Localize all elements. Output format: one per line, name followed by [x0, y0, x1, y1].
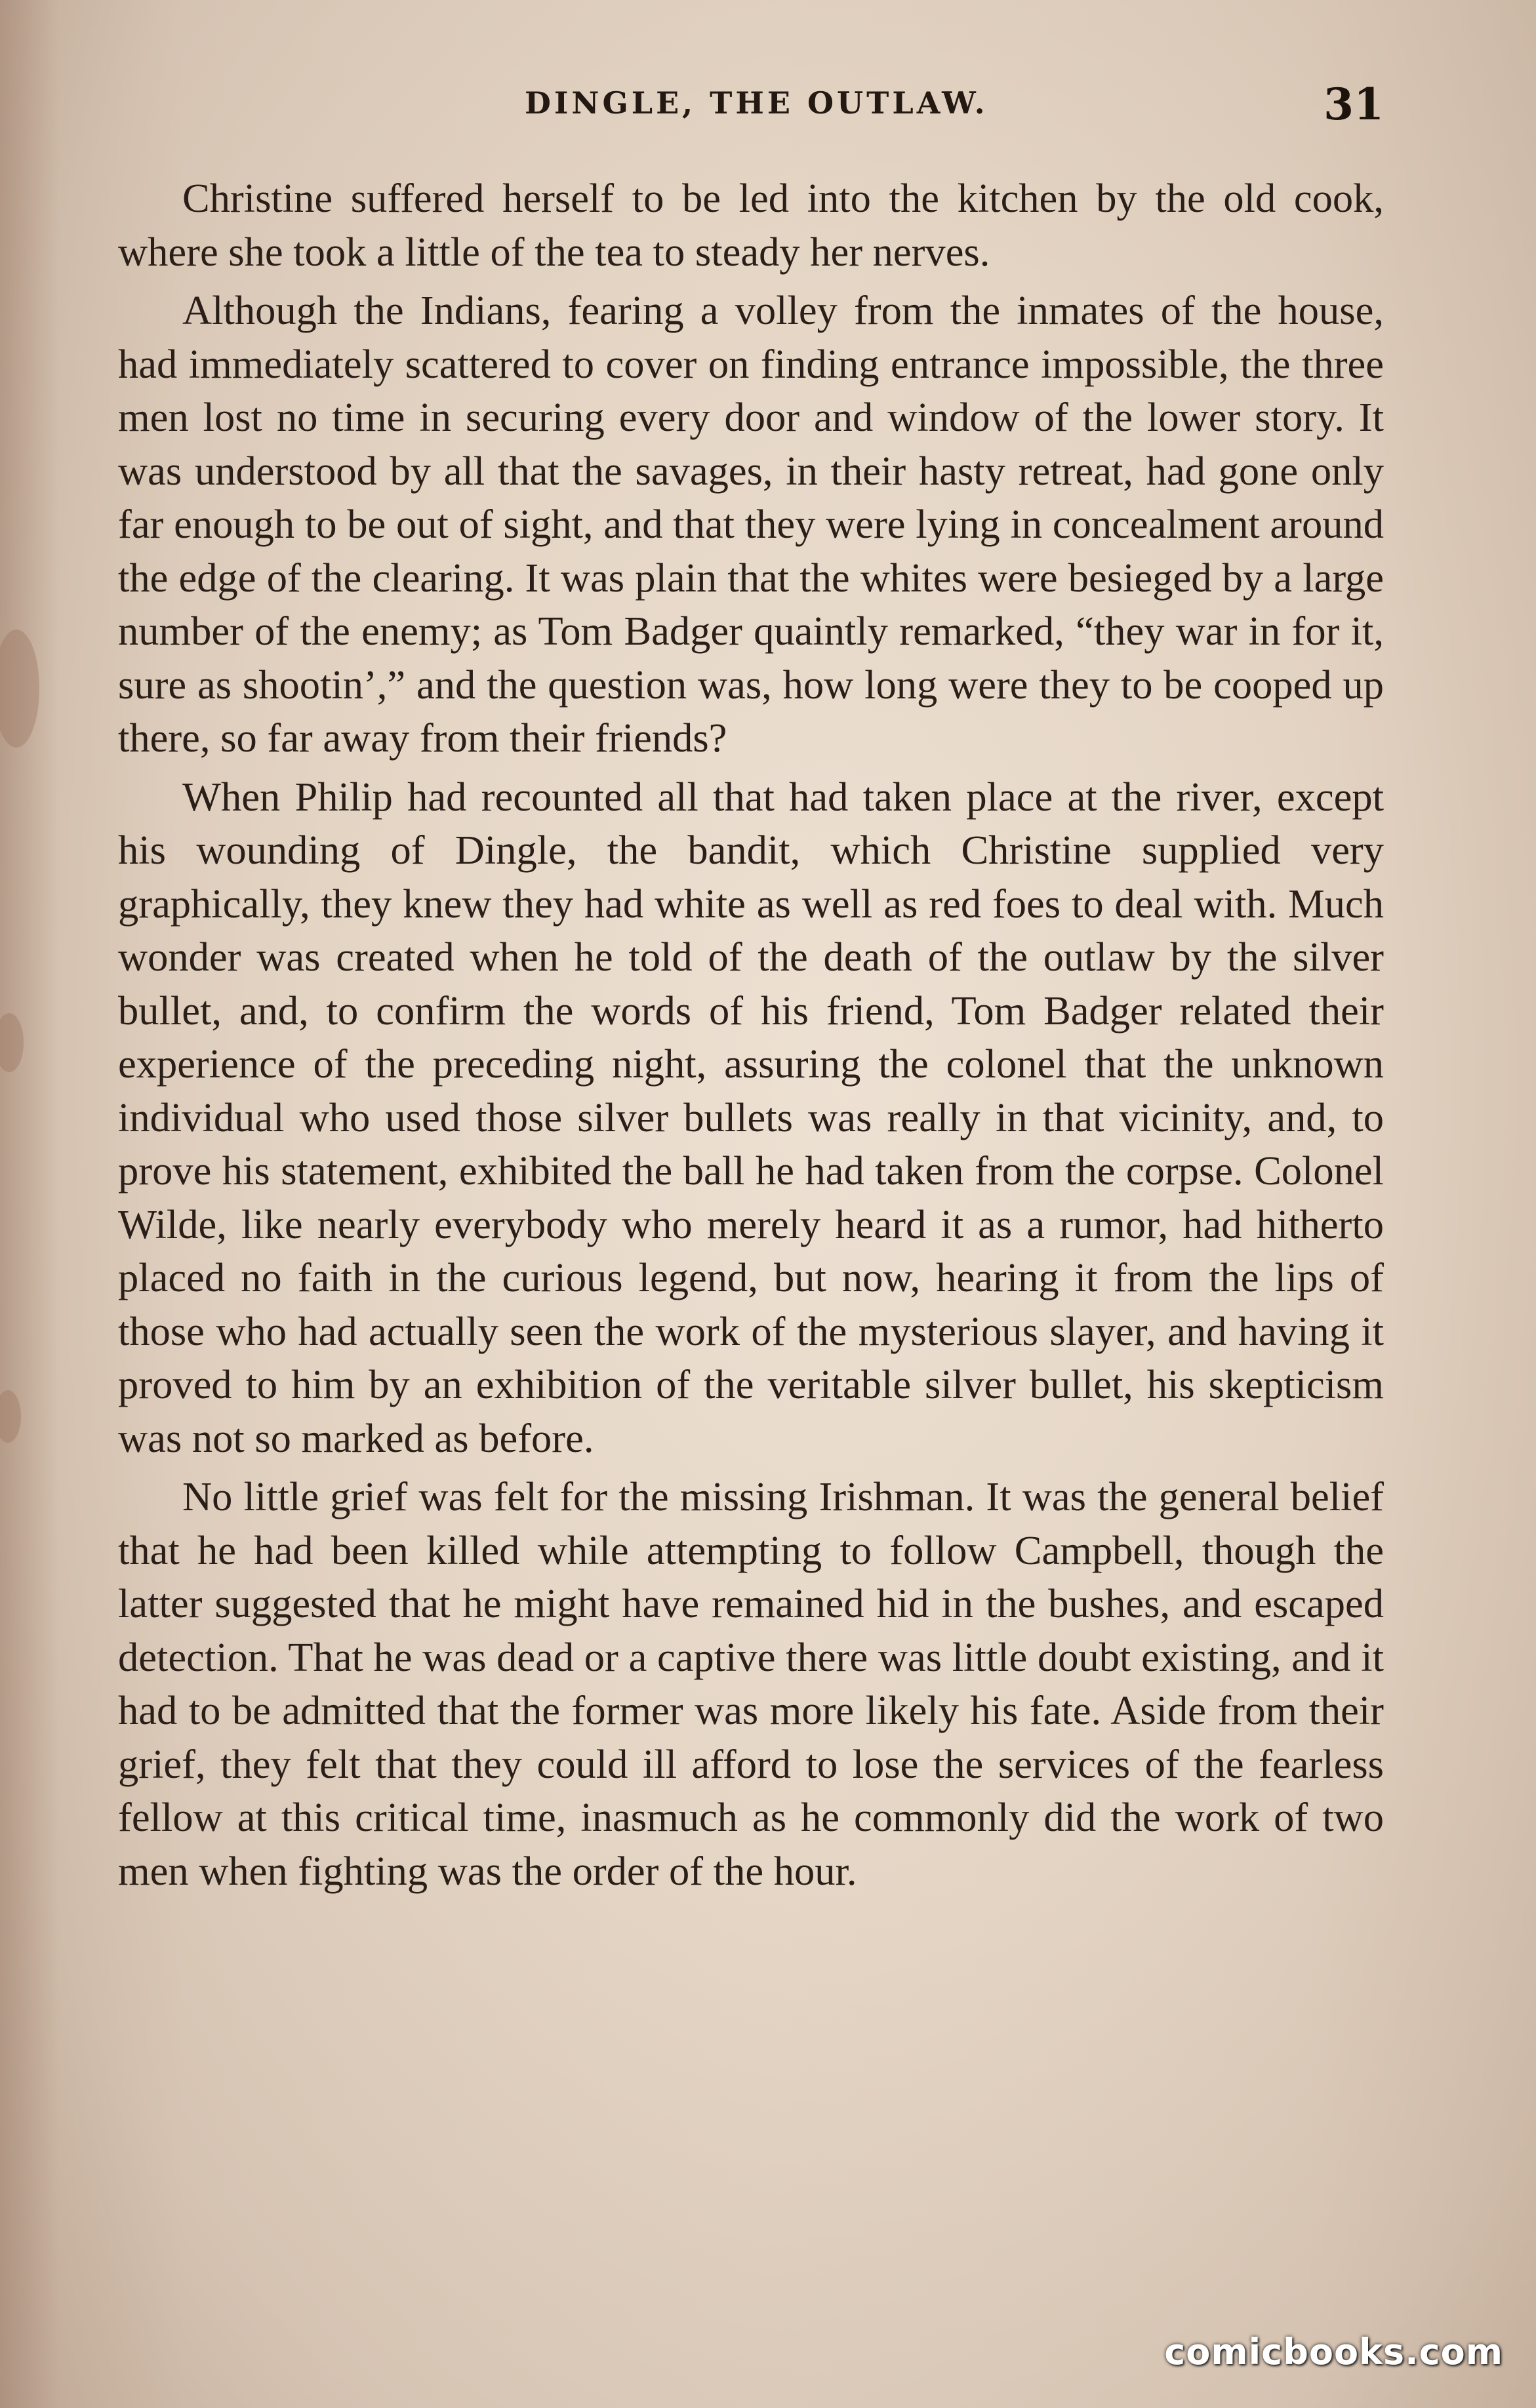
paragraph: Christine suffered herself to be led into the kitchen by the old cook, where she took a little of the tea to steady her nerves. — [118, 175, 1384, 275]
page-left-edge-shadow — [0, 0, 59, 2408]
page-number: 31 — [1324, 79, 1384, 130]
paragraph: No little grief was felt for the missing Irishman. It was the general belief that he had been killed while attempting to follow Campbell, though the latter suggested that he might have remained hid in the bushes, and escaped detection. That he was dead or a captive there was little doubt existing, and it had to be admitted that the former was more likely his fate. Aside from their grief, they felt that they could ill afford to lose the services of the fearless fellow at this critical time, inasmuch as he commonly did the work of two men when fighting was the order of the hour. — [118, 1474, 1384, 1894]
watermark: comicbooks.com — [1164, 2331, 1503, 2373]
paragraph: Although the Indians, fearing a volley from the inmates of the house, had immediately scattered to cover on finding entrance impossible, the three men lost no time in securing every door and window of the lower story. It was understood by all that the savages, in their hasty retreat, had gone only far enough to be out of sight, and that they were lying in concealment around the edge of the clearing. It was plain that the whites were besieged by a large number of the enemy; as Tom Badger quaintly remarked, “they war in for it, sure as shootin’,” and the question was, how long were they to be cooped up there, so far away from their friends? — [118, 287, 1384, 761]
paragraph: When Philip had recounted all that had taken place at the river, except his wounding of Dingle, the bandit, which Christine supplied very graphically, they knew they had white as well as red foes to deal with. Much wonder was created when he told of the death of the outlaw by the silver bullet, and, to confirm the words of his friend, Tom Badger related their experience of the preceding night, assuring the colonel that the unknown individual who used those silver bullets was really in that vicinity, and, to prove his statement, exhibited the ball he had taken from the corpse. Colonel Wilde, like nearly everybody who merely heard it as a rumor, had hitherto placed no faith in the curious legend, but now, hearing it from the lips of those who had actually seen the work of the mysterious slayer, and having it proved to him by an exhibition of the veritable silver bullet, his skepticism was not so marked as before. — [118, 773, 1384, 1461]
page-header — [118, 79, 1384, 131]
body-text — [118, 172, 1384, 1898]
running-head: DINGLE, THE OUTLAW. — [525, 85, 988, 121]
